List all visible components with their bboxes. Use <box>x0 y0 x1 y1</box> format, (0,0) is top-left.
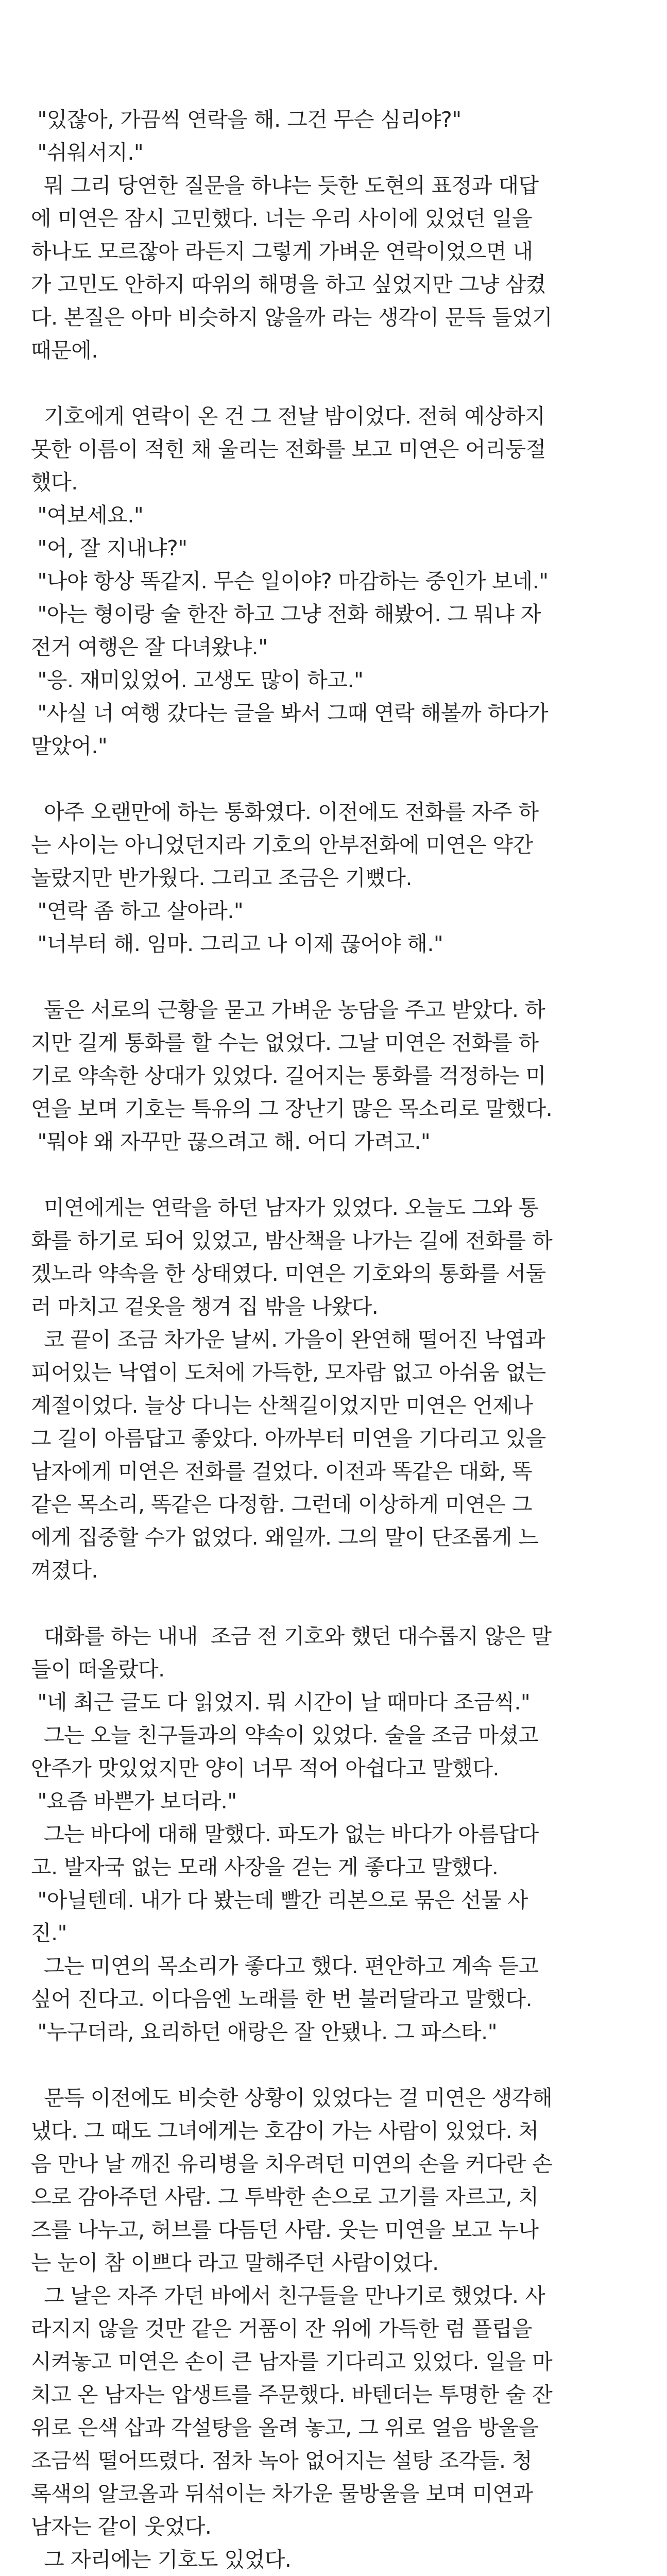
text-line: 치고 온 남자는 압생트를 주문했다. 바텐더는 투명한 술 잔 <box>31 2382 553 2407</box>
paragraph-3 <box>31 795 626 960</box>
text-line: 화를 하기로 되어 있었고, 밤산책을 나가는 길에 전화를 하 <box>31 1228 553 1253</box>
text-line: 에게 집중할 수가 없었다. 왜일까. 그의 말이 단조롭게 느 <box>31 1525 539 1550</box>
text-line: 코 끝이 조금 차가운 날씨. 가을이 완연해 떨어진 낙엽과 <box>31 1327 545 1352</box>
text-line: 미연에게는 연락을 하던 남자가 있었다. 오늘도 그와 통 <box>31 1195 539 1220</box>
text-line: 러 마치고 겉옷을 챙겨 집 밖을 나왔다. <box>31 1294 379 1319</box>
text-line: 못한 이름이 적힌 채 울리는 전화를 보고 미연은 어리둥절 <box>31 437 546 462</box>
text-line: 했다. <box>31 470 78 495</box>
text-line: "뭐야 왜 자꾸만 끊으려고 해. 어디 가려고." <box>31 1129 431 1154</box>
text-line: "요즘 바쁜가 보더라." <box>31 1789 237 1814</box>
text-line: 전거 여행은 잘 다녀왔냐." <box>31 635 268 659</box>
paragraph-2 <box>31 400 626 762</box>
text-line: 싶어 진다고. 이다음엔 노래를 한 번 불러달라고 말했다. <box>31 1987 533 2011</box>
text-line: 에 미연은 잠시 고민했다. 너는 우리 사이에 있었던 일을 <box>31 206 533 231</box>
text-line: "연락 좀 하고 살아라." <box>31 899 244 923</box>
text-line: 안주가 맛있었지만 양이 너무 적어 아쉽다고 말했다. <box>31 1756 499 1781</box>
text-line: 겠노라 약속을 한 상태였다. 미연은 기호와의 통화를 서둘 <box>31 1261 546 1286</box>
text-line: 놀랐지만 반가웠다. 그리고 조금은 기뻤다. <box>31 866 412 890</box>
text-line: 같은 목소리, 똑같은 다정함. 그런데 이상하게 미연은 그 <box>31 1492 533 1517</box>
text-line: 조금씩 떨어뜨렸다. 점차 녹아 없어지는 설탕 조각들. 청 <box>31 2448 533 2473</box>
paragraph-4 <box>31 993 626 1158</box>
text-line: 그 날은 자주 가던 바에서 친구들을 만나기로 했었다. 사 <box>31 2283 545 2308</box>
text-line: 그는 미연의 목소리가 좋다고 했다. 편안하고 계속 듣고 <box>31 1954 539 1978</box>
text-line: "너부터 해. 임마. 그리고 나 이제 끊어야 해." <box>31 931 443 956</box>
paragraph-1 <box>31 103 626 367</box>
text-line: 남자에게 미연은 전화를 걸었다. 이전과 똑같은 대화, 똑 <box>31 1459 533 1484</box>
text-line: 그 자리에는 기호도 있었다. <box>31 2547 292 2572</box>
text-line: "응. 재미있었어. 고생도 많이 하고." <box>31 668 364 692</box>
text-line: 위로 은색 삽과 각설탕을 올려 놓고, 그 위로 얼음 방울을 <box>31 2415 539 2440</box>
text-line: 그 길이 아름답고 좋았다. 아까부터 미연을 기다리고 있을 <box>31 1426 546 1451</box>
text-line: 들이 떠올랐다. <box>31 1657 165 1682</box>
text-line: "아닐텐데. 내가 다 봤는데 빨간 리본으로 묶은 선물 사 <box>31 1888 528 1912</box>
text-line: 둘은 서로의 근황을 묻고 가벼운 농담을 주고 받았다. 하 <box>31 997 545 1022</box>
text-line: 말았어." <box>31 734 108 758</box>
text-line: 연을 보며 기호는 특유의 그 장난기 많은 목소리로 말했다. <box>31 1096 553 1121</box>
text-line: "아는 형이랑 술 한잔 하고 그냥 전화 해봤어. 그 뭐냐 자 <box>31 602 541 626</box>
text-line: 그는 바다에 대해 말했다. 파도가 없는 바다가 아름답다 <box>31 1822 539 1846</box>
paragraph-5 <box>31 1191 626 1587</box>
text-line: 피어있는 낙엽이 도처에 가득한, 모자람 없고 아쉬움 없는 <box>31 1360 546 1385</box>
text-line: 으로 감아주던 사람. 그 투박한 손으로 고기를 자르고, 치 <box>31 2184 539 2209</box>
text-line: 기호에게 연락이 온 건 그 전날 밤이었다. 전혀 예상하지 <box>31 404 545 429</box>
text-line: "누구더라, 요리하던 애랑은 잘 안됐나. 그 파스타." <box>31 2020 498 2044</box>
text-line: 문득 이전에도 비슷한 상황이 있었다는 걸 미연은 생각해 <box>31 2086 553 2110</box>
text-line: "있잖아, 가끔씩 연락을 해. 그건 무슨 심리야?" <box>31 107 461 132</box>
text-line: 진." <box>31 1921 67 1945</box>
text-line: 록색의 알코올과 뒤섞이는 차가운 물방울을 보며 미연과 <box>31 2481 533 2506</box>
text-line: 아주 오랜만에 하는 통화였다. 이전에도 전화를 자주 하 <box>31 800 539 824</box>
text-line: 하나도 모르잖아 라든지 그렇게 가벼운 연락이었으면 내 <box>31 239 533 264</box>
text-line: 냈다. 그 때도 그녀에게는 호감이 가는 사람이 있었다. 처 <box>31 2119 539 2143</box>
text-line: 는 사이는 아니었던지라 기호의 안부전화에 미연은 약간 <box>31 833 533 857</box>
text-line: 고. 발자국 없는 모래 사장을 걷는 게 좋다고 말했다. <box>31 1855 499 1879</box>
text-line: 기로 약속한 상대가 있었다. 길어지는 통화를 걱정하는 미 <box>31 1063 546 1088</box>
text-line: "쉬워서지." <box>31 140 144 165</box>
text-line: 라지지 않을 것만 같은 거품이 잔 위에 가득한 럼 플립을 <box>31 2316 533 2341</box>
text-line: 음 만나 날 깨진 유리병을 치우려던 미연의 손을 커다란 손 <box>31 2151 553 2176</box>
text-line: 껴졌다. <box>31 1558 98 1583</box>
text-line: "네 최근 글도 다 읽었지. 뭐 시간이 날 때마다 조금씩." <box>31 1690 531 1715</box>
text-line: "사실 너 여행 갔다는 글을 봐서 그때 연락 해볼까 하다가 <box>31 701 549 725</box>
text-line: 다. 본질은 아마 비슷하지 않을까 라는 생각이 문득 들었기 <box>31 305 553 330</box>
paragraph-6 <box>31 1620 626 2048</box>
text-line: "여보세요." <box>31 503 144 528</box>
text-line: 는 눈이 참 이쁘다 라고 말해주던 사람이었다. <box>31 2250 439 2275</box>
text-line: 가 고민도 안하지 따위의 해명을 하고 싶었지만 그냥 삼켰 <box>31 272 546 297</box>
text-line: "어, 잘 지내냐?" <box>31 536 187 561</box>
text-line: 때문에. <box>31 338 98 363</box>
text-line: 지만 길게 통화를 할 수는 없었다. 그날 미연은 전화를 하 <box>31 1030 539 1055</box>
text-line: 뭐 그리 당연한 질문을 하냐는 듯한 도현의 표정과 대답 <box>31 173 539 198</box>
story-text <box>0 103 667 2576</box>
text-line: 대화를 하는 내내 조금 전 기호와 했던 대수롭지 않은 말 <box>31 1624 552 1649</box>
text-line: 계절이었다. 늘상 다니는 산책길이었지만 미연은 언제나 <box>31 1393 533 1418</box>
text-line: 남자는 같이 웃었다. <box>31 2514 212 2539</box>
text-line: 즈를 나누고, 허브를 다듬던 사람. 웃는 미연을 보고 누나 <box>31 2217 539 2242</box>
text-line: 그는 오늘 친구들과의 약속이 있었다. 술을 조금 마셨고 <box>31 1723 539 1748</box>
paragraph-7 <box>31 2081 626 2576</box>
text-line: "나야 항상 똑같지. 무슨 일이야? 마감하는 중인가 보네." <box>31 569 549 594</box>
text-line: 시켜놓고 미연은 손이 큰 남자를 기다리고 있었다. 일을 마 <box>31 2349 553 2374</box>
